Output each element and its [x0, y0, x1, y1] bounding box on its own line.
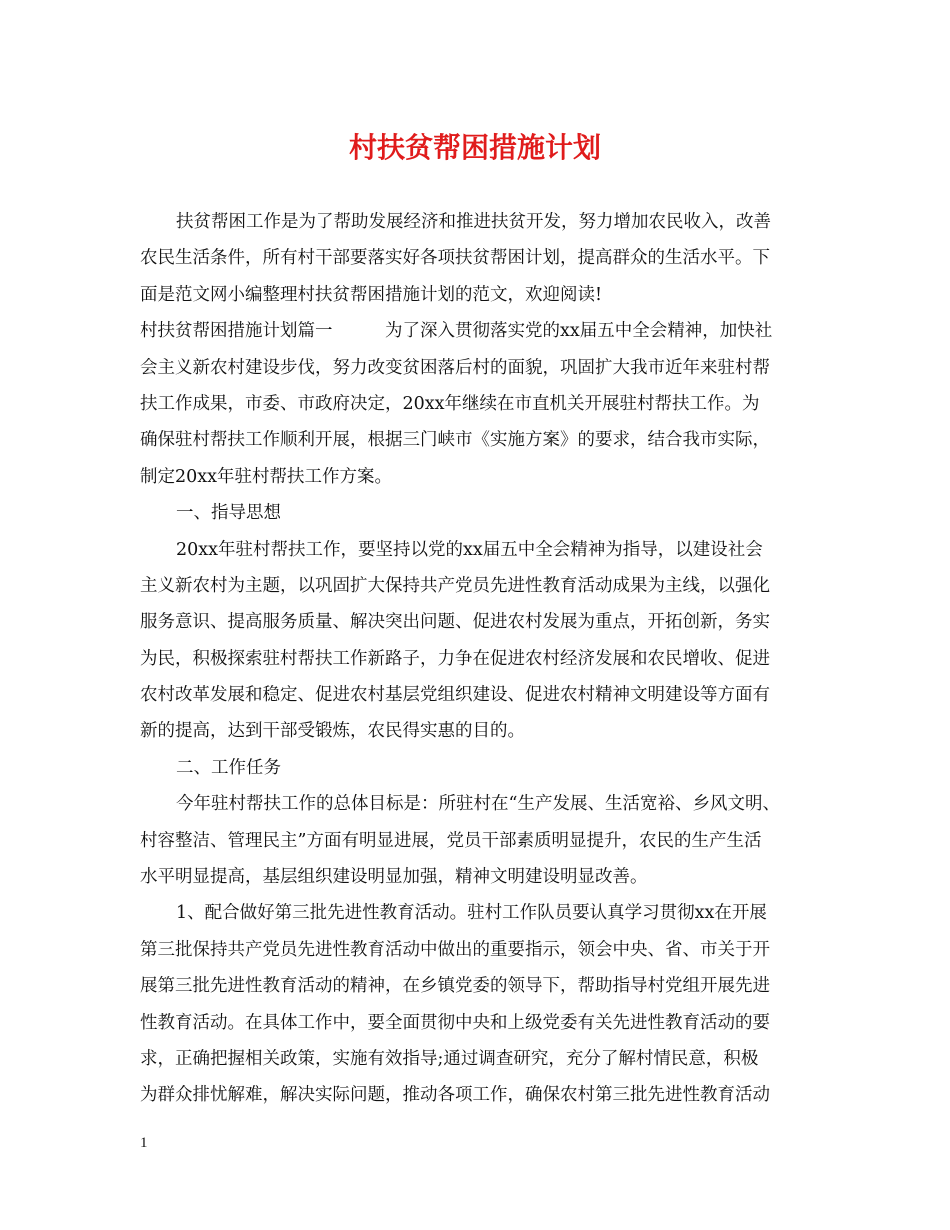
text-line: 一、指导思想	[176, 503, 281, 524]
text-line: 二、工作任务	[176, 757, 281, 778]
text-line: 扶工作成果，市委、市政府决定，20xx年继续在市直机关开展驻村帮扶工作。为	[140, 393, 760, 414]
text-line: 村容整洁、管理民主”方面有明显进展，党员干部素质明显提升，农民的生产生活	[140, 830, 762, 851]
page-number: 1	[140, 1135, 148, 1151]
text-line: 会主义新农村建设步伐，努力改变贫困落后村的面貌，巩固扩大我市近年来驻村帮	[140, 357, 770, 378]
text-line: 为群众排忧解难，解决实际问题，推动各项工作，确保农村第三批先进性教育活动	[140, 1085, 770, 1106]
text-line: 第三批保持共产党员先进性教育活动中做出的重要指示，领会中央、省、市关于开	[140, 939, 770, 960]
text-line: 展第三批先进性教育活动的精神，在乡镇党委的领导下，帮助指导村党组开展先进	[140, 976, 770, 997]
text-line: 服务意识、提高服务质量、解决突出问题、促进农村发展为重点，开拓创新，务实	[140, 612, 770, 633]
text-line: 确保驻村帮扶工作顺利开展，根据三门峡市《实施方案》的要求，结合我市实际，	[140, 430, 770, 451]
text-line: 村扶贫帮困措施计划篇一 为了深入贯彻落实党的xx届五中全会精神，加快社	[140, 321, 773, 342]
text-line: 今年驻村帮扶工作的总体目标是：所驻村在“生产发展、生活宽裕、乡风文明、	[176, 794, 780, 815]
document-body	[140, 204, 820, 1114]
document-title: 村扶贫帮困措施计划	[348, 131, 601, 164]
text-line: 农村改革发展和稳定、促进农村基层党组织建设、促进农村精神文明建设等方面有	[140, 685, 770, 706]
text-line: 新的提高，达到干部受锻炼，农民得实惠的目的。	[140, 721, 525, 742]
text-line: 1、配合做好第三批先进性教育活动。驻村工作队员要认真学习贯彻xx在开展	[176, 903, 767, 924]
text-line: 扶贫帮困工作是为了帮助发展经济和推进扶贫开发，努力增加农民收入，改善	[176, 212, 771, 232]
text-line: 性教育活动。在具体工作中，要全面贯彻中央和上级党委有关先进性教育活动的要	[140, 1012, 770, 1033]
text-line: 农民生活条件，所有村干部要落实好各项扶贫帮困计划，提高群众的生活水平。下	[140, 248, 770, 269]
text-line: 求，正确把握相关政策，实施有效指导;通过调查研究，充分了解村情民意，积极	[140, 1048, 759, 1069]
text-line: 为民，积极探索驻村帮扶工作新路子，力争在促进农村经济发展和农民增收、促进	[140, 648, 770, 669]
text-line: 制定20xx年驻村帮扶工作方案。	[140, 466, 393, 487]
text-line: 20xx年驻村帮扶工作，要坚持以党的xx届五中全会精神为指导，以建设社会	[176, 539, 763, 560]
text-line: 主义新农村为主题，以巩固扩大保持共产党员先进性教育活动成果为主线，以强化	[140, 575, 770, 596]
text-line: 面是范文网小编整理村扶贫帮困措施计划的范文，欢迎阅读!	[140, 284, 603, 305]
text-line: 水平明显提高，基层组织建设明显加强，精神文明建设明显改善。	[140, 867, 648, 888]
